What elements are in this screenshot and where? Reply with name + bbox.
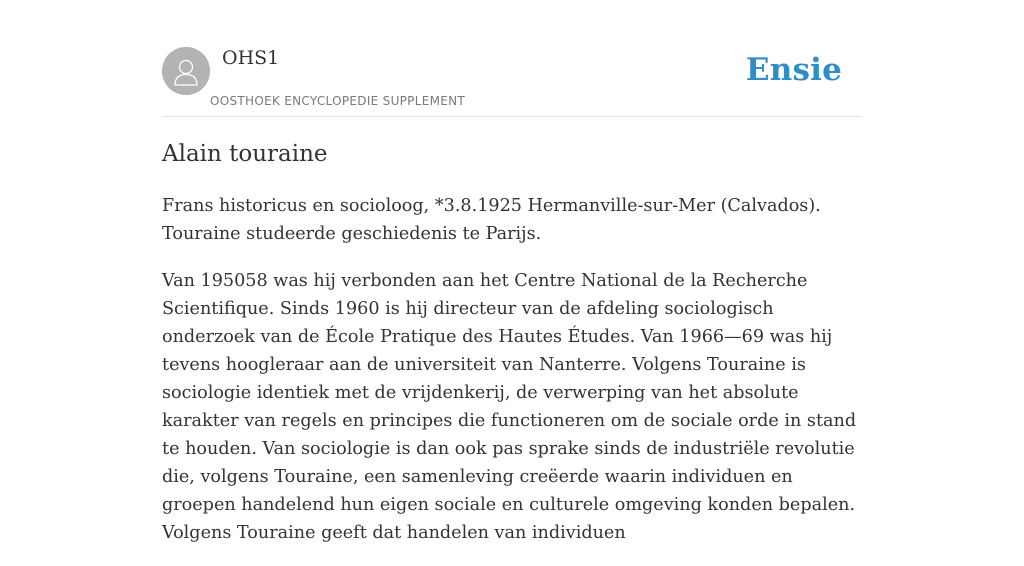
content-container — [162, 0, 862, 543]
user-icon — [162, 47, 210, 95]
article-paragraph: Van 195058 was hij verbonden aan het Centre National de la Recherche Scientifique. Sinds 1960 is hij directeur van de afdeling sociologisch onderzoek van de École Pratique des Hautes Études. Van 1966—69 was hij tevens hoogleraar aan de universiteit van Nanterre. Volgens Touraine is sociologie identiek met de vrijdenkerij, de verwerping van het absolute karakter van regels en principes die functioneren om de sociale orde in stand te houden. Van sociologie is dan ook pas sprake sinds de industriële revolutie die, volgens Touraine, een samenleving creëerde waarin individuen en groepen handelend hun eigen sociale en culturele omgeving konden bepalen. Volgens Touraine geeft dat handelen van individuen — [162, 271, 857, 543]
article-paragraph: Frans historicus en socioloog, *3.8.1925 Hermanville-sur-Mer (Calvados). Touraine studeerde geschiedenis te Parijs. — [162, 196, 821, 244]
source-label[interactable]: OOSTHOEK ENCYCLOPEDIE SUPPLEMENT — [210, 94, 466, 108]
brand-logo[interactable]: Ensie — [745, 52, 842, 88]
avatar[interactable] — [162, 47, 210, 95]
article-body — [162, 192, 862, 566]
article-header — [162, 0, 862, 117]
article-title: Alain touraine — [162, 141, 328, 167]
author-name[interactable]: OHS1 — [222, 47, 280, 69]
